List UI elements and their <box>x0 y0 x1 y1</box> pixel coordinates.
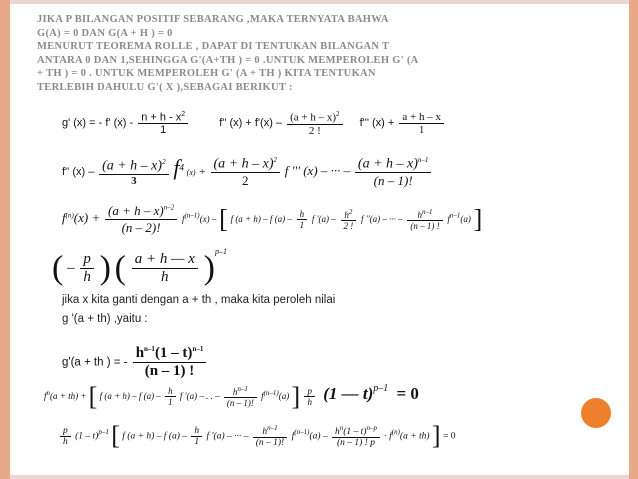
exponent: n–1 <box>267 424 278 432</box>
exponent: n–p <box>366 424 377 432</box>
formula-term: f'' (x) – <box>62 166 95 178</box>
fraction-numerator: h <box>165 386 176 397</box>
fraction-numerator: p <box>304 386 315 397</box>
exponent: n–1 <box>449 211 461 220</box>
heading-line: TERLEBIH DAHULU G'( X ),SEBAGAI BERIKUT : <box>37 81 293 93</box>
exponent: (n–1) <box>263 389 279 397</box>
exponent: p–1 <box>98 428 109 437</box>
formula-term: (x) <box>186 168 196 177</box>
fraction-numerator: p <box>60 426 71 437</box>
fraction <box>407 208 442 231</box>
formula-line-2 <box>62 155 433 189</box>
fraction-numerator: a + h — x <box>132 251 198 269</box>
left-border-bar <box>0 0 10 479</box>
fraction-numerator: a + h – x <box>399 111 444 124</box>
fraction-denominator: h <box>83 269 91 286</box>
g-prime-equation <box>62 345 208 380</box>
fraction-denominator: 2 ! <box>343 221 354 231</box>
fraction <box>105 203 177 236</box>
formula-term: (a) <box>460 214 471 225</box>
right-bracket: ] <box>431 421 441 451</box>
heading-line: + TH ) = 0 . UNTUK MEMPEROLEH G' (A + TH ) KITA TENTUKAN <box>37 68 376 80</box>
formula-term: · f <box>384 431 392 442</box>
heading-line: G(A) = 0 DAN G(A + H ) = 0 <box>37 27 173 39</box>
fraction <box>297 209 308 230</box>
formula-term: (x) – <box>199 214 217 225</box>
fraction-numerator: (a + h – x) <box>290 111 337 124</box>
fraction-numerator: (a + h – x) <box>102 158 163 174</box>
exponent: n–2 <box>163 203 175 212</box>
slide-heading <box>37 13 592 95</box>
exponent: n–1 <box>144 345 155 353</box>
fraction <box>355 156 432 190</box>
heading-line: ANTARA 0 DAN 1,SEHINGGA G'(A+TH ) = 0 .UNTUK MEMPEROLEH G' (A <box>37 54 419 66</box>
fraction <box>191 426 202 447</box>
fraction <box>60 426 71 447</box>
formula-term: f <box>447 214 450 225</box>
formula-term: = 0 <box>442 431 456 442</box>
fraction-numerator: (1 – t) <box>343 427 367 438</box>
body-text-line: jika x kita ganti dengan a + th , maka kita peroleh nilai <box>62 294 336 306</box>
exponent: n–1 <box>422 208 433 216</box>
fraction-denominator: (n – 1)! <box>373 173 413 189</box>
fraction-denominator: (n – 1) ! <box>144 363 195 379</box>
fraction <box>304 386 315 407</box>
left-bracket: [ <box>219 204 228 234</box>
heading-line: MENURUT TEOREMA ROLLE , DAPAT DI TENTUKAN BILANGAN T <box>37 41 390 53</box>
fraction-denominator: (n – 1)! <box>255 438 285 449</box>
exponent: (n–1) <box>294 428 310 437</box>
fraction-numerator: n + h - x <box>141 111 182 124</box>
bottom-border <box>0 475 638 479</box>
formula-term: (a + th) + <box>50 391 87 401</box>
fraction <box>399 111 444 136</box>
fraction-denominator: (n – 1) ! p <box>336 438 375 449</box>
right-paren: ) <box>203 249 215 287</box>
heading-line: JIKA P BILANGAN POSITIF SEBARANG ,MAKA TERNYATA BAHWA <box>37 14 389 25</box>
formula-term: g'(a + th ) = - <box>62 356 128 369</box>
exponent: 2 <box>181 110 186 118</box>
formula-term: f <box>181 214 185 225</box>
fraction-numerator: h <box>232 387 238 398</box>
left-bracket: [ <box>88 381 98 411</box>
fraction-denominator: (n – 2)! <box>121 220 161 235</box>
orange-circle-decoration <box>581 398 611 428</box>
fraction-denominator: 2 <box>242 173 249 189</box>
formula-term: (x) + <box>73 210 101 226</box>
fraction <box>133 345 207 380</box>
formula-term: f <box>62 210 66 226</box>
fraction-denominator: 3 <box>131 175 137 188</box>
fraction-denominator: 1 <box>160 124 167 137</box>
formula-line-7 <box>44 381 419 411</box>
exponent: 2 <box>273 155 278 164</box>
formula-term: f (a + h) – f (a) – <box>122 431 187 442</box>
left-paren: ( <box>52 249 64 287</box>
fraction-numerator: h <box>135 345 145 361</box>
formula-term: f <box>173 155 180 180</box>
formula-term: (1 — t) <box>323 384 374 403</box>
formula-term: f '(a) – ··· – <box>206 431 249 442</box>
exponent: n–1 <box>192 345 204 353</box>
exponent: n–1 <box>417 155 429 164</box>
exponent: n <box>339 424 344 432</box>
exponent: (n–1) <box>184 211 200 220</box>
fraction-denominator: (n – 1)! <box>226 398 254 409</box>
formula-term: (a + th) <box>399 431 430 442</box>
formula-term: f (a + h) – f (a) – <box>230 214 292 225</box>
formula-term: f (a + h) – f (a) – <box>99 391 161 401</box>
fraction-denominator: h <box>63 436 68 447</box>
exponent: p–1 <box>373 383 389 394</box>
left-bracket: [ <box>111 421 120 451</box>
fraction <box>224 385 257 408</box>
exponent: 2 <box>348 208 353 216</box>
formula-line-1 <box>62 110 446 137</box>
exponent: p–1 <box>214 247 227 256</box>
exponent: n–1 <box>237 385 248 394</box>
fraction-numerator: h <box>262 427 268 438</box>
formula-term: f '(a) – <box>311 214 336 225</box>
formula-term: f''' (x) + <box>359 117 395 130</box>
fraction-numerator: h <box>297 209 308 220</box>
fraction-denominator: 1 <box>168 397 173 408</box>
minus-sign: – <box>67 260 75 276</box>
fraction-numerator: p <box>80 251 94 269</box>
formula-term: f'' (x) + f'(x) – <box>219 117 283 130</box>
fraction <box>80 251 94 286</box>
fraction <box>138 111 188 137</box>
right-bracket: ] <box>473 204 483 234</box>
body-text-line: g '(a + th) ,yaitu : <box>62 313 148 325</box>
fraction-denominator: 1 <box>418 123 425 136</box>
fraction-numerator: h <box>417 210 423 220</box>
fraction-numerator: h <box>344 210 349 220</box>
formula-term: (a) – <box>309 431 328 442</box>
right-paren: ) <box>99 249 111 287</box>
formula-term: f <box>44 391 47 401</box>
fraction-denominator: 2 ! <box>308 124 321 137</box>
formula-line-4 <box>52 247 227 286</box>
fraction <box>165 386 176 407</box>
fraction-denominator: 1 <box>299 220 305 230</box>
fraction-numerator: h <box>191 426 202 437</box>
exponent: (n) <box>391 428 400 437</box>
fraction-denominator: (n – 1) ! <box>410 221 440 231</box>
formula-term: f <box>261 391 264 401</box>
exponent: 2 <box>162 157 166 166</box>
fraction-numerator: (a + h – x) <box>213 156 274 172</box>
formula-line-3 <box>62 203 482 236</box>
formula-term: f ''' (x) – ··· – <box>284 163 351 178</box>
formula-term: g' (x) = - f' (x) - <box>62 117 134 130</box>
fraction-numerator: (a + h – x) <box>357 156 418 172</box>
fraction <box>132 251 198 286</box>
fraction <box>287 110 342 137</box>
fraction-numerator: (a + h – x) <box>108 203 164 218</box>
formula-term: (1 – t) <box>75 431 99 442</box>
exponent: 4 <box>179 162 184 173</box>
fraction-denominator: h <box>161 269 169 286</box>
right-bracket: ] <box>291 381 301 411</box>
left-paren: ( <box>114 249 126 287</box>
plus-sign: + <box>198 166 206 178</box>
fraction-denominator: 1 <box>194 436 200 447</box>
fraction-numerator: h <box>335 427 340 438</box>
formula-term: f <box>291 431 295 442</box>
top-border <box>0 0 638 4</box>
formula-term: f ''(a) – ··· – <box>361 214 403 225</box>
fraction-denominator: h <box>307 397 312 408</box>
exponent: 2 <box>336 110 340 118</box>
fraction <box>341 208 357 231</box>
formula-term: f '(a) – . . – <box>179 391 220 401</box>
formula-term: (a) <box>278 391 290 401</box>
fraction-numerator: (1 – t) <box>154 345 193 361</box>
fraction <box>253 424 288 448</box>
fraction <box>332 424 380 448</box>
right-border-bar <box>629 0 638 479</box>
exponent: (n) <box>65 211 74 220</box>
exponent: n <box>46 389 51 397</box>
formula-line-8 <box>58 421 456 451</box>
fraction <box>99 158 169 188</box>
fraction <box>211 156 281 190</box>
formula-term: = 0 <box>396 384 419 403</box>
